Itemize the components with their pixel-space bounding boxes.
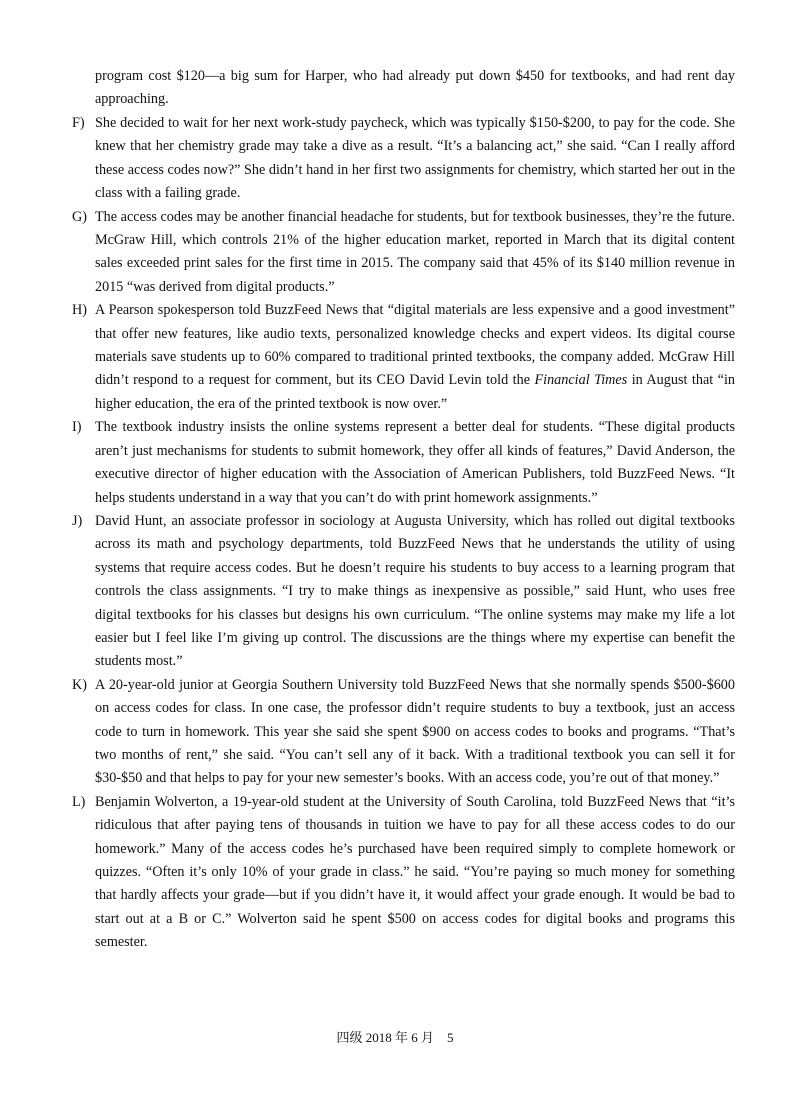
paragraph-marker: K) bbox=[72, 676, 87, 693]
paragraph-text: The access codes may be another financial headache for students, but for textbook businesses, they’re the future. McGraw Hill, which controls 21% of the higher education market, reported in March that its digital content sales exceeded print sales for the first time in 2015. The company said that 45% of its $140 million revenue in 2015 “was derived from digital products.” bbox=[95, 208, 735, 295]
paragraph-marker: H) bbox=[72, 302, 87, 319]
page-footer bbox=[0, 1026, 790, 1049]
paragraph-text: David Hunt, an associate professor in sociology at Augusta University, which has rolled out digital textbooks across its math and psychology departments, told BuzzFeed News that he understands the utility of using systems that require access codes. But he doesn’t require his students to buy access to a learning program that controls the class assignments. “I try to make things as inexpensive as possible,” said Hunt, who uses free digital textbooks for his classes but designs his own curriculum. “The online systems may make my life a lot easier but I feel like I’m giving up control. The discussions are the things where my expertise can benefit the students most.” bbox=[95, 512, 735, 670]
paragraph-text-part: in August that “in higher education, the era of the printed textbook is now over.” bbox=[95, 372, 735, 412]
paragraph-text: Benjamin Wolverton, a 19-year-old student at the University of South Carolina, told BuzzFeed News that “it’s ridiculous that after paying tens of thousands in tuition we have to pay for all these access codes to do our homework.” Many of the access codes he’s purchased have been required simply to complete homework or quizzes. “Often it’s only 10% of your grade in class.” he said. “You’re paying so much money for something that hardly affects your grade—but if you didn’t have it, it would affect your grade enough. It would be bad to start out at a B or C.” Wolverton said he spent $500 on access codes for digital books and programs this semester. bbox=[95, 793, 735, 951]
paragraph-k bbox=[0, 674, 735, 791]
paragraph-text: The textbook industry insists the online systems represent a better deal for students. “These digital products aren’t just mechanisms for students to submit homework, they offer all kinds of features,” David Anderson, the executive director of higher education with the Association of American Publishers, told BuzzFeed News. “It helps students understand in a way that you can’t do with print homework assignments.” bbox=[95, 419, 735, 506]
page-number: 5 bbox=[447, 1030, 454, 1045]
paragraph-text: She decided to wait for her next work-study paycheck, which was typically $150-$200, to pay for the code. She knew that her chemistry grade may take a dive as a result. “It’s a balancing act,” she said. “Can I really afford these access codes now?” She didn’t hand in her first two assignments for chemistry, which started her out in the class with a failing grade. bbox=[95, 115, 735, 202]
paragraph-j bbox=[0, 510, 735, 674]
paragraph-marker: I) bbox=[72, 419, 82, 436]
paragraph-text: A 20-year-old junior at Georgia Southern University told BuzzFeed News that she normally spends $500-$600 on access codes for class. In one case, the professor didn’t require students to buy a textbook, just an access code to turn in homework. This year she said she spent $900 on access codes to books and programs. “That’s two months of rent,” she said. “You can’t sell any of it back. With a traditional textbook you can sell it for $30-$50 and that helps to pay for your new semester’s books. With an access code, you’re out of that money.” bbox=[95, 676, 735, 787]
paragraph-i bbox=[0, 416, 735, 510]
paragraph-f bbox=[0, 112, 735, 206]
publication-title: Financial Times bbox=[534, 372, 628, 389]
paragraph-marker: J) bbox=[72, 512, 83, 529]
paragraph-marker: L) bbox=[72, 793, 86, 810]
exam-label: 四级 2018 年 6 月 bbox=[336, 1030, 434, 1045]
paragraph-marker: G) bbox=[72, 208, 87, 225]
paragraph-marker: F) bbox=[72, 115, 85, 131]
intro-paragraph: program cost $120—a big sum for Harper, who had already put down $450 for textbooks, and had rent day approaching. bbox=[95, 68, 735, 108]
paragraph-h bbox=[0, 299, 735, 416]
paragraph-g bbox=[0, 206, 735, 300]
paragraph-list bbox=[0, 112, 790, 955]
paragraph-text bbox=[95, 299, 735, 416]
paragraph-l bbox=[0, 791, 735, 955]
paragraph-text-part: A Pearson spokesperson told BuzzFeed News that “digital materials are less expensive and a good investment” that offer new features, like audio texts, personalized knowledge checks and expert videos. Its digital course materials save students up to 60% compared to traditional printed textbooks, the company added. McGraw Hill didn’t respond to a request for comment, but its CEO David Levin told the bbox=[95, 302, 735, 389]
